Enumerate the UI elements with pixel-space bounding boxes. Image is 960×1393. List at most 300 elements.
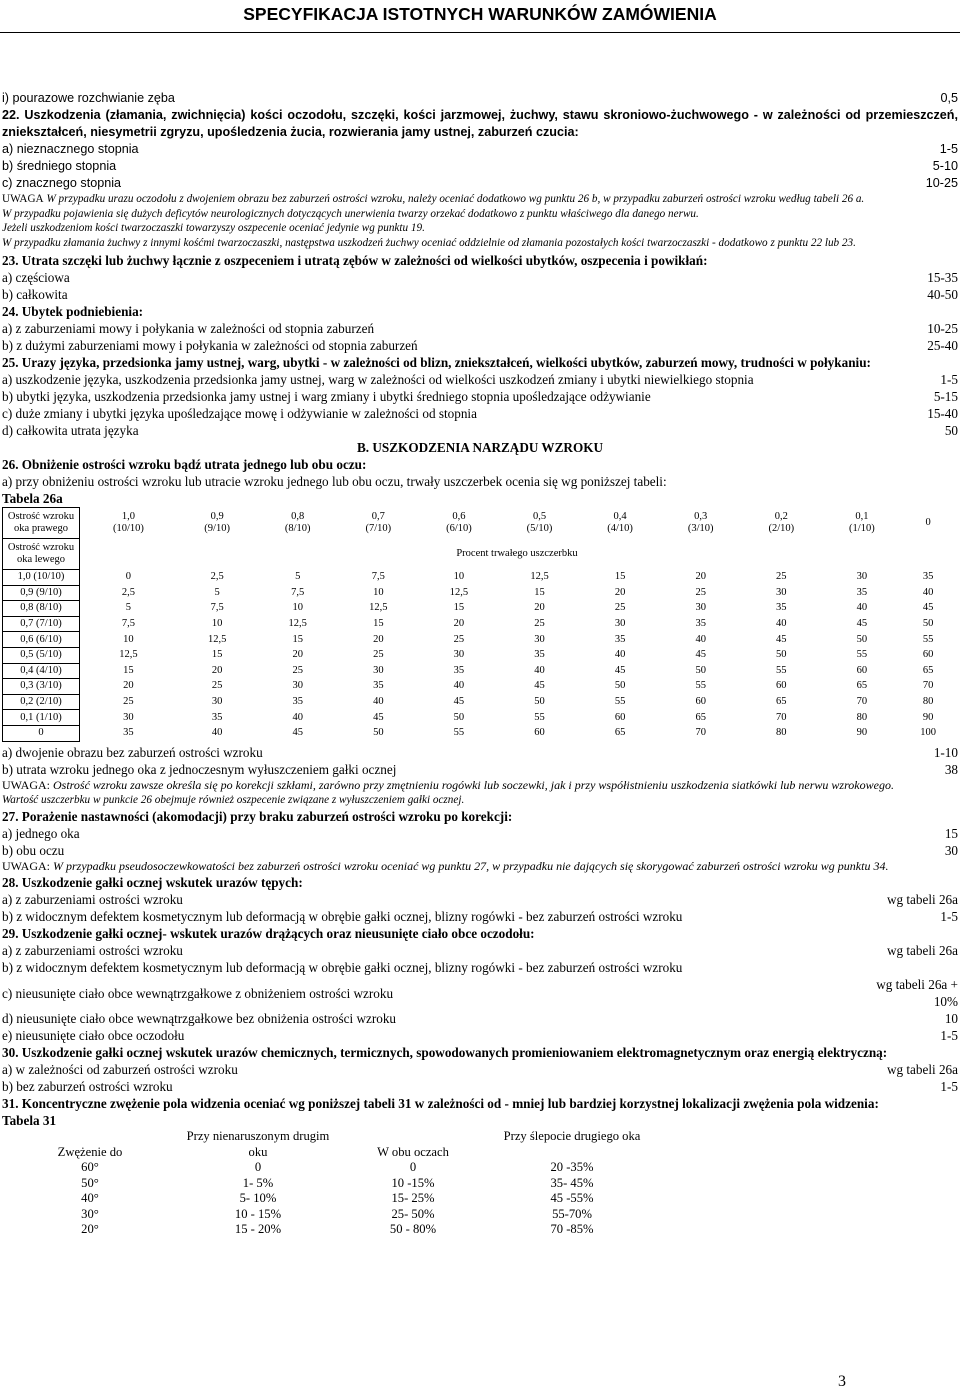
table-cell: 65 [695, 711, 706, 723]
table-cell: 60 [695, 696, 706, 708]
table-cell: 40 [453, 680, 465, 692]
table-cell: 40 [373, 696, 384, 708]
section-29-heading: 29. Uszkodzenie gałki ocznej- wskutek urazów drążących oraz nieusunięte ciało obce oczodołu: [2, 926, 535, 942]
item-label: b) z dużymi zaburzeniami mowy i połykania w zależności od stopnia zaburzeń [2, 338, 418, 353]
table-cell: 35 [776, 602, 787, 614]
table-cell: 5 [214, 586, 220, 598]
table-cell: 30 [373, 664, 384, 676]
row-degree: 20° [81, 1222, 99, 1237]
table-cell: 35- 45% [550, 1175, 594, 1190]
item-value: 0,5 [940, 91, 958, 105]
section-29-items-2 [2, 1010, 958, 1044]
section-22-note4: W przypadku złamania żuchwy z innymi kośćmi twarzoczaszki, następstwa uszkodzeń żuchwy oceniać oddzielnie od złamania pozostałych kości twarzoczaszki - dodatkowo z punktu 22 lub 23. [2, 236, 856, 249]
column-value: 0,5 [532, 511, 547, 522]
table-cell: 20 [373, 633, 384, 645]
table-cell: 15 [453, 602, 465, 614]
note-text: W przypadku pseudosoczewkowatości bez zaburzeń ostrości wzroku oceniać wg punktu 27, w przypadku nie dających się skorygować zaburzeń ostrości wzroku wg punktu 34. [50, 858, 889, 873]
section-22-note1 [2, 192, 958, 207]
table-cell: 25 [614, 602, 626, 614]
row-label: 0,1 (1/10) [3, 710, 80, 726]
column-header [177, 508, 258, 539]
item-value: 1-5 [940, 1079, 958, 1095]
item-label: b) utrata wzroku jednego oka z jednoczesnym wyłuszczeniem gałki ocznej [2, 761, 397, 777]
column-value: 0 [925, 517, 931, 528]
list-item [2, 422, 958, 439]
list-item [2, 1078, 958, 1095]
table-cell: 35 [373, 680, 384, 692]
item-value: 30 [944, 842, 958, 858]
column-header [80, 508, 177, 539]
table-cell: 55 [922, 633, 934, 645]
table-cell: 20 [211, 664, 223, 676]
table-cell: 65 [614, 727, 626, 739]
table-cell: 50 [453, 711, 465, 723]
table-cell: 45 [856, 618, 868, 630]
row-label: 1,0 (10/10) [3, 570, 80, 586]
item-value: wg tabeli 26a [886, 943, 958, 959]
table-cell: 25 [373, 649, 384, 661]
table-26a-title: Tabela 26a [2, 491, 63, 506]
page-header-title: SPECYFIKACJA ISTOTNYCH WARUNKÓW ZAMÓWIENIA [243, 4, 717, 24]
list-item [2, 320, 958, 337]
table-31 [2, 1129, 656, 1238]
table-cell: 15 [292, 633, 303, 645]
row-degree: 30° [81, 1206, 99, 1221]
table-cell: 12,5 [288, 618, 307, 630]
table-cell: 50 [534, 696, 545, 708]
table-header-row [3, 508, 955, 539]
table-cell: 55 [776, 664, 787, 676]
table-cell: 40 [922, 586, 934, 598]
table-cell: 45 [922, 602, 934, 614]
column-fraction: (5/10) [526, 523, 553, 534]
column-value: 0,6 [452, 511, 466, 522]
table-cell: 7,5 [291, 586, 305, 598]
table-cell: 25 [123, 696, 134, 708]
table-cell: 45 [453, 696, 465, 708]
table-cell: 2,5 [210, 571, 224, 583]
table-cell: 15 [534, 586, 545, 598]
table-cell: 55 [534, 711, 545, 723]
table-row [2, 1160, 656, 1176]
item-value: 5-15 [933, 389, 958, 404]
table-cell: 10 [123, 633, 134, 645]
column-header [257, 508, 338, 539]
table-cell: 15 [211, 649, 223, 661]
item-label: a) częściowa [2, 270, 70, 285]
item-label: c) nieusunięte ciało obce wewnątrzgałkowe z obniżeniem ostrości wzroku [2, 985, 394, 1001]
percent-label: Procent trwałego uszczerbku [456, 548, 578, 559]
list-item [2, 1027, 958, 1044]
column-fraction: (2/10) [768, 523, 795, 534]
table-cell: 0 [409, 1160, 417, 1175]
table-cell: 90 [856, 727, 868, 739]
row-label: 0,9 (9/10) [3, 585, 80, 601]
table-cell: 12,5 [530, 571, 549, 583]
row-label: 0,8 (8/10) [3, 601, 80, 617]
table-row [3, 585, 955, 601]
column-fraction: (10/10) [112, 523, 144, 534]
item-label: d) całkowita utrata języka [2, 423, 139, 438]
table-cell: 25 [776, 571, 787, 583]
table-cell: 10 [211, 618, 223, 630]
section-26-heading: 26. Obniżenie ostrości wzroku bądź utrata jednego lub obu oczu: [2, 457, 367, 472]
section-25-heading: 25. Urazy języka, przedsionka jamy ustnej, warg, ubytki - w zależności od blizn, zniekształceń, wielkości ubytków, zaburzeń mowy, trudności w połykaniu: [2, 355, 871, 370]
section-24-items [2, 320, 958, 354]
column-fraction: (9/10) [204, 523, 230, 534]
item-value [868, 976, 958, 1010]
item-value: 1-10 [933, 744, 958, 760]
list-item [2, 908, 958, 925]
row-degree: 60° [81, 1160, 99, 1175]
column-header [419, 508, 500, 539]
header-divider [0, 32, 960, 33]
item-value: 10 [944, 1011, 958, 1027]
table-cell: 70 -85% [550, 1222, 594, 1237]
note-text: Ostrość wzroku zawsze określa się po korekcji szkłami, zarówno przy zmętnieniu rogówki lub soczewki, jak i przy współistnieniu uszkodzenia siatkówki lub nerwu wzrokowego. [50, 777, 894, 792]
section-26-intro: a) przy obniżeniu ostrości wzroku lub utracie wzroku jednego lub obu oczu, trwały uszczerbek ocenia się wg poniższej tabeli: [2, 474, 667, 489]
item-value: 1-5 [939, 142, 958, 156]
table-cell: 20 [123, 680, 134, 692]
section-26-items [2, 744, 958, 778]
section-22-heading: 22. Uszkodzenia (złamania, zwichnięcia) kości oczodołu, szczęki, kości jarzmowej, żuchwy, stawu skroniowo-żuchwowego - w zależności od przemieszczeń, zniekształceń, niesymetrii zgryzu, upośledzenia żucia, rozwierania jamy ustnej, zaburzeń czucia: [2, 108, 958, 139]
table-cell: 35 [292, 696, 303, 708]
table-row [3, 694, 955, 710]
table-cell: 20 -35% [550, 1160, 594, 1175]
table-cell: 55 [695, 680, 706, 692]
column-value: 0,3 [694, 511, 708, 522]
table-cell: 65 [776, 696, 787, 708]
section-23-items [2, 269, 958, 303]
column-value: 0,7 [371, 511, 385, 522]
table-cell: 10 - 15% [234, 1206, 282, 1221]
row-label: 0,3 (3/10) [3, 679, 80, 695]
list-item [2, 286, 958, 303]
column-header [580, 508, 661, 539]
section-30-items [2, 1061, 958, 1095]
list-item [2, 942, 958, 959]
table-cell: 0 [254, 1160, 262, 1175]
table-cell: 20 [614, 586, 626, 598]
note-prefix: UWAGA [2, 193, 44, 205]
column-header [822, 508, 903, 539]
table-cell: 5 [295, 571, 301, 583]
table-cell: 5- 10% [239, 1191, 277, 1206]
section-b-title: B. USZKODZENIA NARZĄDU WZROKU [357, 440, 603, 455]
table-row [3, 647, 955, 663]
table-row [2, 1176, 656, 1192]
table-cell: 1- 5% [242, 1175, 274, 1190]
item-label: b) bez zaburzeń ostrości wzroku [2, 1079, 173, 1095]
left-eye-label: Ostrość wzroku oka lewego [3, 539, 80, 570]
table-row [3, 679, 955, 695]
table-cell: 25- 50% [391, 1206, 435, 1221]
item-value: 1-5 [940, 1028, 958, 1044]
table-cell: 35 [453, 664, 465, 676]
table-cell: 10 [292, 602, 303, 614]
section-28-items [2, 891, 958, 925]
list-item [2, 842, 958, 859]
section-29-item-c [2, 976, 958, 1010]
item-label: a) z zaburzeniami mowy i połykania w zależności od stopnia zaburzeń [2, 321, 375, 336]
section-22-note3: Jeżeli uszkodzeniom kości twarzoczaszki towarzyszy oszpecenie oceniać jedynie wg punktu 19. [2, 222, 425, 234]
table-cell: 30 [123, 711, 134, 723]
item-value: 15-35 [927, 270, 958, 285]
table-cell: 60 [922, 649, 934, 661]
item-value: 50 [944, 423, 958, 438]
table-cell: 50 [856, 633, 868, 645]
table-cell: 50 [776, 649, 787, 661]
list-item [2, 825, 958, 842]
list-item [2, 337, 958, 354]
row-label: 0,4 (4/10) [3, 663, 80, 679]
table-cell: 20 [534, 602, 545, 614]
table-cell: 45 [534, 680, 545, 692]
table-cell: 55 [453, 727, 465, 739]
column-value: 0,4 [613, 511, 627, 522]
item-22i [2, 90, 958, 107]
section-25-item-a [2, 371, 958, 388]
table-cell: 50 [695, 664, 706, 676]
table-cell: 70 [776, 711, 787, 723]
table-row [3, 570, 955, 586]
column-fraction: (6/10) [446, 523, 472, 534]
item-value: wg tabeli 26a [886, 892, 958, 908]
table-cell: 50 [614, 680, 626, 692]
table-cell: 12,5 [119, 649, 138, 661]
column-header [902, 508, 954, 539]
table-cell: 40 [534, 664, 545, 676]
table-cell: 35 [614, 633, 626, 645]
list-item [2, 141, 958, 158]
table-row [3, 616, 955, 632]
item-value: 38 [944, 761, 958, 777]
table-cell: 12,5 [369, 602, 388, 614]
table-cell: 40 [695, 633, 706, 645]
item-value-line1: wg tabeli 26a + [876, 977, 958, 993]
item-label: b) ubytki języka, uszkodzenia przedsionka jamy ustnej i warg zmiany i ubytki średniego stopnia upośledzające odżywianie [2, 389, 651, 404]
table-cell: 40 [614, 649, 626, 661]
note-prefix: UWAGA: [2, 858, 50, 873]
list-item [2, 175, 958, 192]
list-item [2, 744, 958, 761]
table-header-row [2, 1129, 656, 1160]
item-label: b) średniego stopnia [2, 159, 117, 173]
table-cell: 25 [453, 633, 465, 645]
section-22-items [2, 141, 958, 192]
table-row [2, 1222, 656, 1238]
table-cell: 30 [292, 680, 303, 692]
list-item [2, 891, 958, 908]
item-value-line2: 10% [933, 994, 958, 1010]
section-31-heading: 31. Koncentryczne zwężenie pola widzenia oceniać wg poniższej tabeli 31 w zależności od - mniej lub bardziej korzystnej lokalizacji zwężenia pola widzenia: [2, 1096, 879, 1112]
table-cell: 45 [614, 664, 626, 676]
item-label: d) nieusunięte ciało obce wewnątrzgałkowe bez obniżenia ostrości wzroku [2, 1011, 397, 1027]
table-cell: 80 [856, 711, 868, 723]
table-cell: 55 [856, 649, 868, 661]
table-cell: 100 [920, 727, 936, 739]
item-label: c) duże zmiany i ubytki języka upośledzające mowę i odżywianie w zależności od stopnia [2, 406, 477, 421]
column-value: 0,8 [291, 511, 305, 522]
row-label: 0,6 (6/10) [3, 632, 80, 648]
table-cell: 35 [123, 727, 134, 739]
table-cell: 65 [856, 680, 868, 692]
table-cell: 25 [292, 664, 303, 676]
table-cell: 40 [856, 602, 868, 614]
table-cell: 20 [453, 618, 465, 630]
table-cell: 60 [534, 727, 545, 739]
table-cell: 80 [776, 727, 787, 739]
table-cell: 7,5 [210, 602, 224, 614]
row-label: 0 [3, 725, 80, 741]
item-label: a) z zaburzeniami ostrości wzroku [2, 943, 183, 959]
item-label: b) z widocznym defektem kosmetycznym lub deformacją w obrębie gałki ocznej, blizny rogówki - bez zaburzeń ostrości wzroku [2, 960, 683, 976]
table-cell: 55 [614, 696, 626, 708]
table-cell: 35 [856, 586, 868, 598]
note-prefix: UWAGA: [2, 777, 50, 792]
table-row [3, 601, 955, 617]
item-value: 5-10 [932, 159, 958, 173]
table-cell: 7,5 [371, 571, 385, 583]
item-label: i) pourazowe rozchwianie zęba [2, 91, 175, 105]
list-item [2, 405, 958, 422]
table-26a [2, 507, 954, 742]
section-29-items [2, 942, 958, 976]
table-cell: 15 - 20% [234, 1222, 282, 1237]
document-body [2, 90, 958, 1238]
item-value: 1-5 [940, 909, 958, 925]
table-cell: 30 [695, 602, 706, 614]
table-cell: 70 [695, 727, 706, 739]
table-cell: 50 [373, 727, 384, 739]
table-cell: 25 [211, 680, 223, 692]
item-value: 25-40 [927, 338, 958, 353]
section-28-heading: 28. Uszkodzenie gałki ocznej wskutek urazów tępych: [2, 875, 303, 891]
item-label: a) nieznacznego stopnia [2, 142, 139, 156]
section-25-items [2, 388, 958, 439]
table-cell: 60 [856, 664, 868, 676]
item-label: b) obu oczu [2, 842, 65, 858]
item-label: a) dwojenie obrazu bez zaburzeń ostrości wzroku [2, 744, 263, 760]
item-label: e) nieusunięte ciało obce oczodołu [2, 1028, 185, 1044]
section-24-heading: 24. Ubytek podniebienia: [2, 304, 144, 319]
table-cell: 35 [534, 649, 545, 661]
table-31-title: Tabela 31 [2, 1113, 57, 1129]
table-cell: 30 [534, 633, 545, 645]
list-item [2, 269, 958, 286]
item-value: 1-5 [940, 372, 958, 387]
table-cell: 5 [125, 602, 132, 614]
right-eye-label: Ostrość wzroku oka prawego [3, 508, 80, 539]
table-cell: 35 [695, 618, 706, 630]
section-27-items [2, 825, 958, 859]
table-row [3, 725, 955, 741]
table-cell: 50 - 80% [389, 1222, 437, 1237]
section-22-note2: W przypadku pojawienia się dużych deficytów neurologicznych dotyczących unerwienia twarzy orzekać dodatkowo z punktu właściwego dla danego nerwu. [2, 207, 699, 220]
list-item [2, 959, 958, 976]
table-cell: 2,5 [121, 586, 135, 598]
column-fraction: (1/10) [849, 523, 875, 534]
item-label: a) z zaburzeniami ostrości wzroku [2, 892, 183, 908]
list-item [2, 388, 958, 405]
table-cell: 40 [292, 711, 303, 723]
list-item [2, 1061, 958, 1078]
table-cell: 20 [292, 649, 303, 661]
table-cell: 20 [695, 571, 706, 583]
row-label: 0,5 (5/10) [3, 647, 80, 663]
table-cell: 25 [695, 586, 706, 598]
table-cell: 50 [922, 618, 934, 630]
table-cell: 30 [453, 649, 465, 661]
row-degree: 50° [81, 1175, 99, 1190]
table-cell: 30 [856, 571, 868, 583]
table-cell: 45 [292, 727, 303, 739]
table-cell: 25 [534, 618, 545, 630]
item-label: a) jednego oka [2, 825, 80, 841]
item-value: 15 [944, 825, 958, 841]
table-cell: 80 [922, 696, 934, 708]
table-cell: 7,5 [121, 618, 135, 630]
table-cell: 30 [211, 696, 223, 708]
table-cell: 30 [614, 618, 626, 630]
column-header [499, 508, 580, 539]
column-fraction: (3/10) [687, 523, 714, 534]
section-23-heading: 23. Utrata szczęki lub żuchwy łącznie z oszpeceniem i utratą zębów w zależności od wielkości ubytków, oszpecenia i powikłań: [2, 253, 708, 268]
section-27-note [2, 859, 958, 875]
table-cell: 0 [125, 571, 132, 583]
table-subheader-row [3, 539, 955, 570]
table-cell: 12,5 [207, 633, 227, 645]
list-item [2, 761, 958, 778]
table-cell: 55-70% [552, 1206, 592, 1221]
table-cell: 15 [123, 664, 134, 676]
item-label: b) z widocznym defektem kosmetycznym lub deformacją w obrębie gałki ocznej, blizny rogówki - bez zaburzeń ostrości wzroku [2, 909, 683, 925]
section-27-heading: 27. Porażenie nastawności (akomodacji) przy braku zaburzeń ostrości wzroku po korekcji: [2, 808, 513, 824]
column-header [660, 508, 741, 539]
column-header: Przy ślepocie drugiego oka [503, 1129, 641, 1144]
column-header: W obu oczach [377, 1144, 449, 1159]
column-value: 0,9 [210, 511, 224, 522]
table-cell: 15- 25% [391, 1191, 435, 1206]
table-cell: 70 [856, 696, 868, 708]
list-item [2, 158, 958, 175]
item-label: c) znacznego stopnia [2, 176, 122, 190]
note-text: W przypadku urazu oczodołu z dwojeniem obrazu bez zaburzeń ostrości wzroku, należy oceniać dodatkowo wg punktu 26 b, w przypadku zaburzeń ostrości wzroku według tabeli 26 a. [43, 193, 865, 205]
table-cell: 40 [776, 618, 787, 630]
table-cell: 12,5 [449, 586, 469, 598]
item-label: a) uszkodzenie języka, uszkodzenia przedsionka jamy ustnej, warg w zależności od wielkości uszkodzeń zmiany i ubytki niewielkiego stopnia [2, 372, 754, 387]
column-header: Przy nienaruszonym drugim oku [186, 1129, 330, 1159]
section-26-note1 [2, 778, 958, 794]
table-cell: 10 [373, 586, 384, 598]
table-cell: 45 [776, 633, 787, 645]
table-row [2, 1207, 656, 1223]
table-row [3, 632, 955, 648]
table-cell: 40 [211, 727, 223, 739]
table-cell: 60 [614, 711, 626, 723]
table-cell: 35 [922, 571, 934, 583]
row-degree: 40° [81, 1191, 99, 1206]
table-cell: 45 -55% [550, 1191, 594, 1206]
table-cell: 15 [373, 618, 384, 630]
table-row [3, 710, 955, 726]
column-fraction: (4/10) [607, 523, 633, 534]
item-value: 15-40 [927, 406, 958, 421]
column-header [741, 508, 822, 539]
table-cell: 30 [776, 586, 787, 598]
item-label: b) całkowita [2, 287, 68, 302]
table-cell: 10 -15% [391, 1175, 435, 1190]
